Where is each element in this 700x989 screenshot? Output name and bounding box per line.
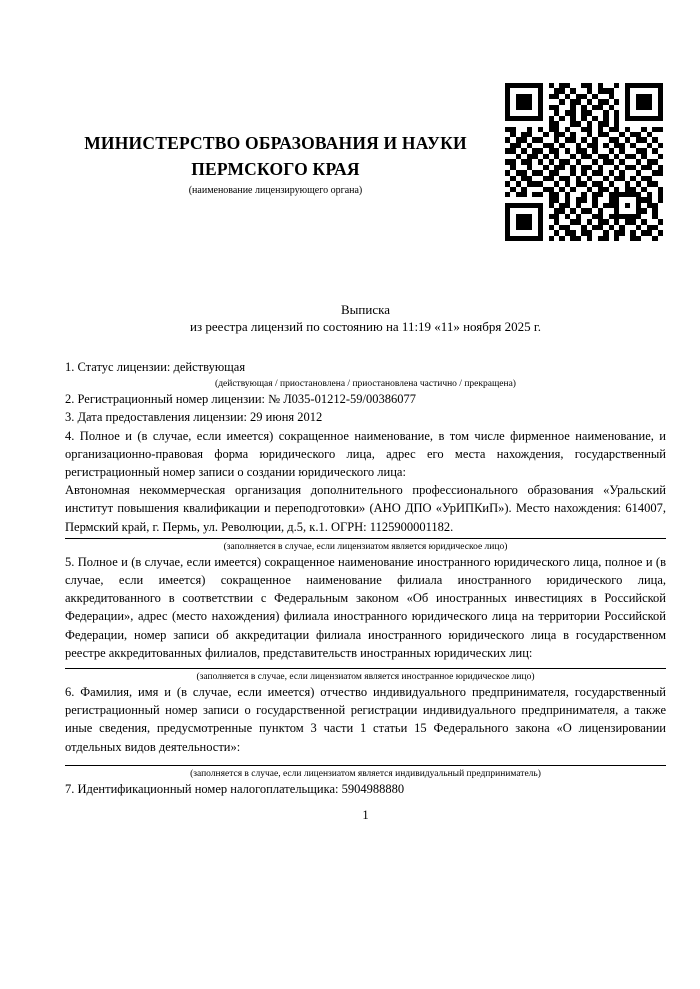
empty-fill-line [65,756,666,766]
empty-fill-line [65,662,666,669]
field-caption: (заполняется в случае, если лицензиатом является индивидуальный предприниматель) [190,768,541,779]
item-7-taxpayer-number [65,780,666,798]
item-1-license-status [65,358,666,390]
qr-code [505,83,663,241]
document-title-block [65,301,666,335]
item-text: 1. Статус лицензии: действующая [65,360,246,374]
item-text: 3. Дата предоставления лицензии: 29 июня 2012 [65,410,323,425]
item-value: Автономная некоммерческая организация дополнительного профессионального образования «Уральский институт повышения квалификации и переподготовки» (АНО ДПО «УрИПКиП»). Место нахождения: 614007, Пермский край, г. Пермь, ул. Революции, д.5, к.1. ОГРН: 1125900001182. [65,481,666,539]
licensing-authority-header [38,130,513,197]
item-6-individual-entrepreneur [65,683,666,780]
item-4-legal-entity [65,427,666,553]
field-caption: (заполняется в случае, если лицензиатом является юридическое лицо) [223,541,508,552]
document-body [65,358,666,824]
item-text: 6. Фамилия, имя и (в случае, если имеется) отчество индивидуального предпринимателя, государственный регистрационный номер записи о государственной регистрации индивидуального предпринимателя, а также иные сведения, предусмотренные пунктом 3 части 1 статьи 15 Федерального закона «О лицензировании отдельных видов деятельности»: [65,685,666,754]
document-title: Выписка [341,302,390,317]
field-caption: (заполняется в случае, если лицензиатом является иностранное юридическое лицо) [196,672,535,683]
item-text: 7. Идентификационный номер налогоплательщика: 5904988880 [65,781,405,796]
item-5-foreign-entity [65,553,666,683]
item-text: 2. Регистрационный номер лицензии: № Л035-01212-59/00386077 [65,392,416,407]
item-2-registration-number [65,390,666,408]
authority-name: МИНИСТЕРСТВО ОБРАЗОВАНИЯ И НАУКИ ПЕРМСКОГО КРАЯ [84,133,467,179]
document-subtitle: из реестра лицензий по состоянию на 11:19 «11» ноября 2025 г. [190,319,541,334]
item-text: 5. Полное и (в случае, если имеется) сокращенное наименование иностранного юридического лица, полное и (в случае, если имеется) сокращенное наименование филиала иностранного юридического лица, аккредитованного в соответствии с Федеральным законом «Об иностранных инвестициях в Российской Федерации», адрес (место нахождения) филиала иностранного юридического лица на территории Российской Федерации, номер записи об аккредитации филиала иностранного юридического лица в государственном реестре аккредитованных филиалов, представительств иностранных юридических лиц: [65,554,666,660]
item-3-license-date [65,408,666,426]
field-caption: (действующая / приостановлена / приостановлена частично / прекращена) [215,379,516,390]
authority-caption: (наименование лицензирующего органа) [188,185,363,196]
item-text: 4. Полное и (в случае, если имеется) сокращенное наименование, в том числе фирменное наименование, и организационно-правовая форма юридического лица, адрес его места нахождения, государственный регистрационный номер записи о создании юридического лица: [65,428,666,480]
page-number: 1 [362,808,369,823]
